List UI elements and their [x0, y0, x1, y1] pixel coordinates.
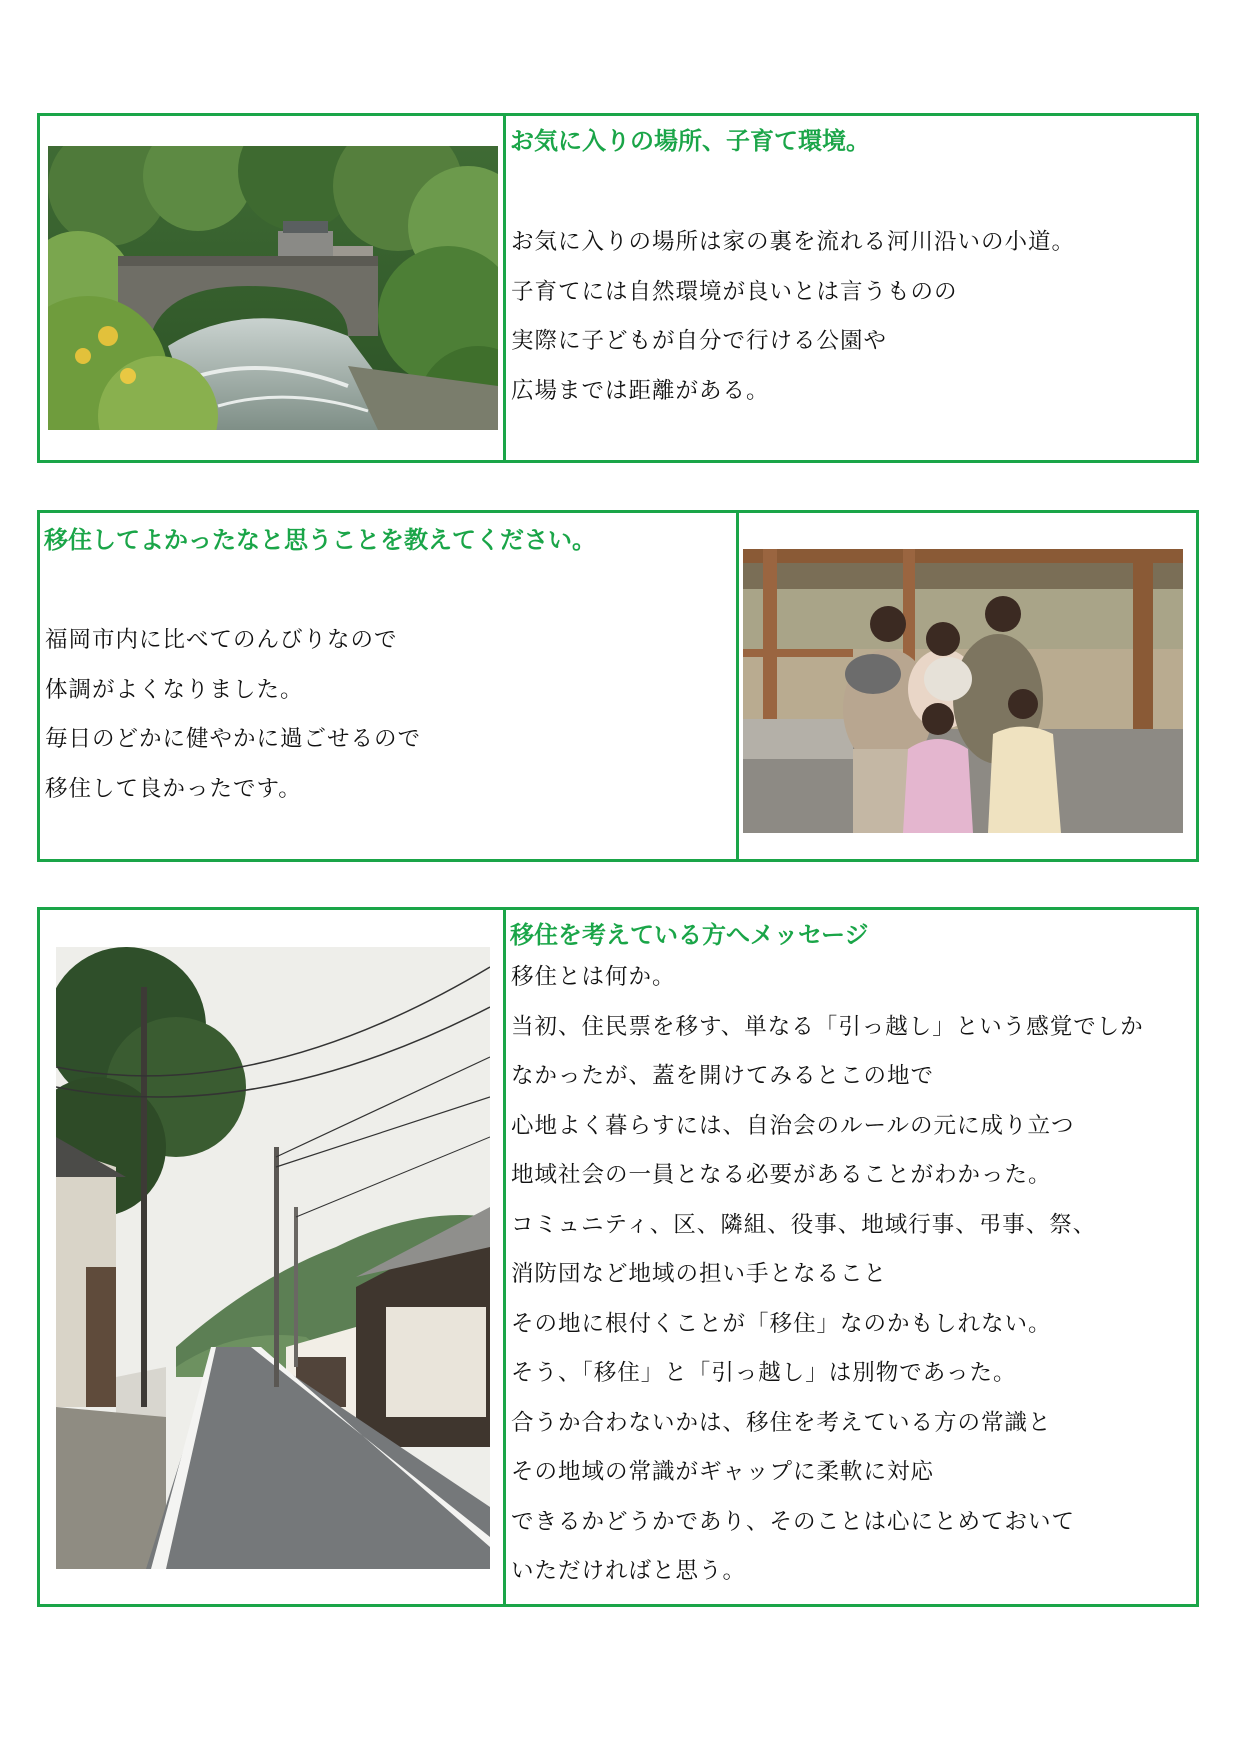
section-heading: 移住を考えている方へメッセージ: [510, 921, 869, 949]
section-heading: お気に入りの場所、子育て環境。: [510, 127, 870, 155]
body-line: 合うか合わないかは、移住を考えている方の常識と: [511, 1409, 1052, 1436]
village-street-photo: [56, 947, 490, 1569]
body-line: その地域の常識がギャップに柔軟に対応: [511, 1459, 935, 1485]
section-divider: [503, 116, 506, 460]
body-line: コミュニティ、区、隣組、役事、地域行事、弔事、祭、: [511, 1211, 1097, 1238]
stone-bridge-river-photo: [48, 146, 498, 430]
section-favorite-place: [37, 113, 1199, 463]
body-line: 子育てには自然環境が良いとは言うものの: [511, 278, 958, 305]
body-line: 地域社会の一員となる必要があることがわかった。: [511, 1162, 1052, 1188]
section-heading: 移住してよかったなと思うことを教えてください。: [44, 526, 596, 554]
body-line: 当初、住民票を移す、単なる「引っ越し」という感覚でしか: [511, 1013, 1144, 1040]
body-line: 体調がよくなりました。: [45, 676, 304, 703]
section-body: [511, 218, 1075, 416]
section-body: [45, 616, 421, 814]
section-good-things: [37, 510, 1199, 862]
body-line: 消防団など地域の担い手となること: [511, 1261, 888, 1287]
body-line: 実際に子どもが自分で行ける公園や: [511, 328, 888, 354]
section-divider: [736, 513, 739, 859]
body-line: 福岡市内に比べてのんびりなので: [45, 627, 398, 653]
body-line: お気に入りの場所は家の裏を流れる河川沿いの小道。: [511, 229, 1076, 255]
body-line: 移住とは何か。: [511, 964, 676, 990]
body-line: できるかどうかであり、そのことは心にとめておいて: [511, 1508, 1076, 1535]
body-line: その地に根付くことが「移住」なのかもしれない。: [511, 1310, 1052, 1337]
body-line: いただければと思う。: [511, 1558, 747, 1584]
family-with-dogs-photo: [743, 549, 1183, 833]
body-line: 移住して良かったです。: [45, 775, 302, 802]
body-line: そう、「移住」と「引っ越し」は別物であった。: [511, 1360, 1017, 1386]
section-body: [511, 953, 1144, 1597]
section-message: [37, 907, 1199, 1607]
body-line: 毎日のどかに健やかに過ごせるので: [45, 726, 422, 752]
body-line: 心地よく暮らすには、自治会のルールの元に成り立つ: [511, 1112, 1075, 1139]
section-divider: [503, 910, 506, 1604]
body-line: 広場までは距離がある。: [511, 377, 770, 404]
body-line: なかったが、蓋を開けてみるとこの地で: [511, 1063, 935, 1089]
